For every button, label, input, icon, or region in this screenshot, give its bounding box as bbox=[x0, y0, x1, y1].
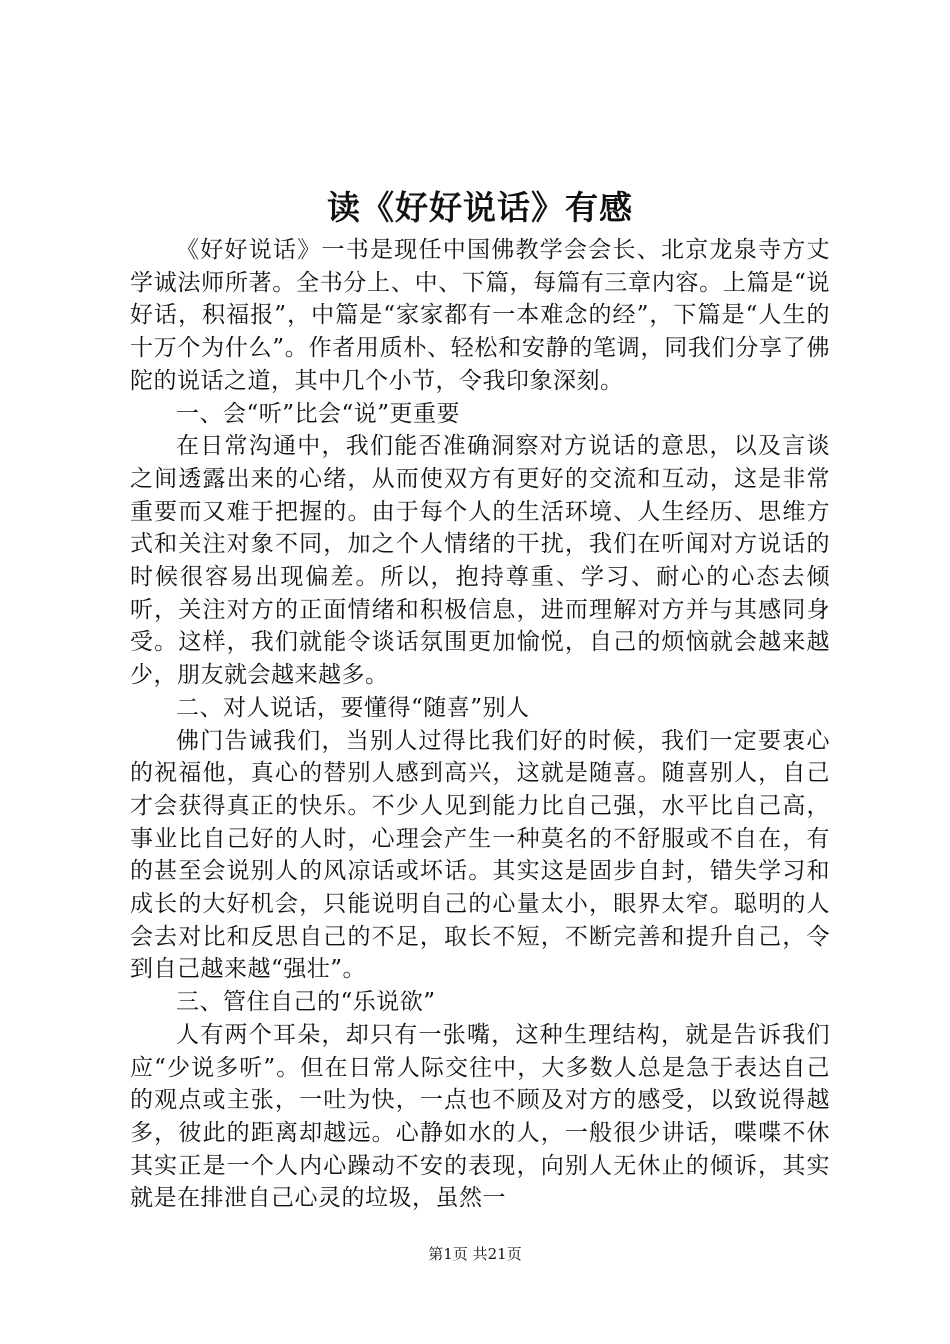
section-heading-3: 三、管住自己的“乐说欲” bbox=[176, 989, 436, 1016]
section-heading-1: 一、会“听”比会“说”更重要 bbox=[176, 400, 461, 427]
document-body bbox=[130, 234, 830, 1215]
document-page bbox=[130, 182, 830, 1215]
paragraph-section-3: 人有两个耳朵，却只有一张嘴，这种生理结构，就是告诉我们应“少说多听”。但在日常人际交往中，大多数人总是急于表达自己的观点或主张，一吐为快，一点也不顾及对方的感受，以致说得越多，彼此的距离却越远。心静如水的人，一般很少讲话，喋喋不休其实正是一个人内心躁动不安的表现，向别人无休止的倾诉，其实就是在排泄自己心灵的垃圾，虽然一 bbox=[130, 1021, 830, 1212]
paragraph-section-2: 佛门告诫我们，当别人过得比我们好的时候，我们一定要衷心的祝福他，真心的替别人感到高兴，这就是随喜。随喜别人，自己才会获得真正的快乐。不少人见到能力比自己强，水平比自己高，事业比自己好的人时，心理会产生一种莫名的不舒服或不自在，有的甚至会说别人的风凉话或坏话。其实这是固步自封，错失学习和成长的大好机会，只能说明自己的心量太小，眼界太窄。聪明的人会去对比和反思自己的不足，取长不短，不断完善和提升自己，令到自己越来越“强壮”。 bbox=[130, 727, 830, 983]
page-number-footer: 第1页 共21页 bbox=[428, 1245, 522, 1263]
section-heading-2: 二、对人说话，要懂得“随喜”别人 bbox=[176, 694, 530, 721]
paragraph-section-1: 在日常沟通中，我们能否准确洞察对方说话的意思，以及言谈之间透露出来的心绪，从而使双方有更好的交流和互动，这是非常重要而又难于把握的。由于每个人的生活环境、人生经历、思维方式和关注对象不同，加之个人情绪的干扰，我们在听闻对方说话的时候很容易出现偏差。所以，抱持尊重、学习、耐心的心态去倾听，关注对方的正面情绪和积极信息，进而理解对方并与其感同身受。这样，我们就能令谈话氛围更加愉悦，自己的烦恼就会越来越少，朋友就会越来越多。 bbox=[130, 433, 830, 689]
document-title: 读《好好说话》有感 bbox=[327, 188, 633, 227]
paragraph-intro: 《好好说话》一书是现任中国佛教学会会长、北京龙泉寺方丈学诚法师所著。全书分上、中、下篇，每篇有三章内容。上篇是“说好话，积福报”，中篇是“家家都有一本难念的经”，下篇是“人生的十万个为什么”。作者用质朴、轻松和安静的笔调，同我们分享了佛陀的说话之道，其中几个小节，令我印象深刻。 bbox=[130, 237, 830, 394]
